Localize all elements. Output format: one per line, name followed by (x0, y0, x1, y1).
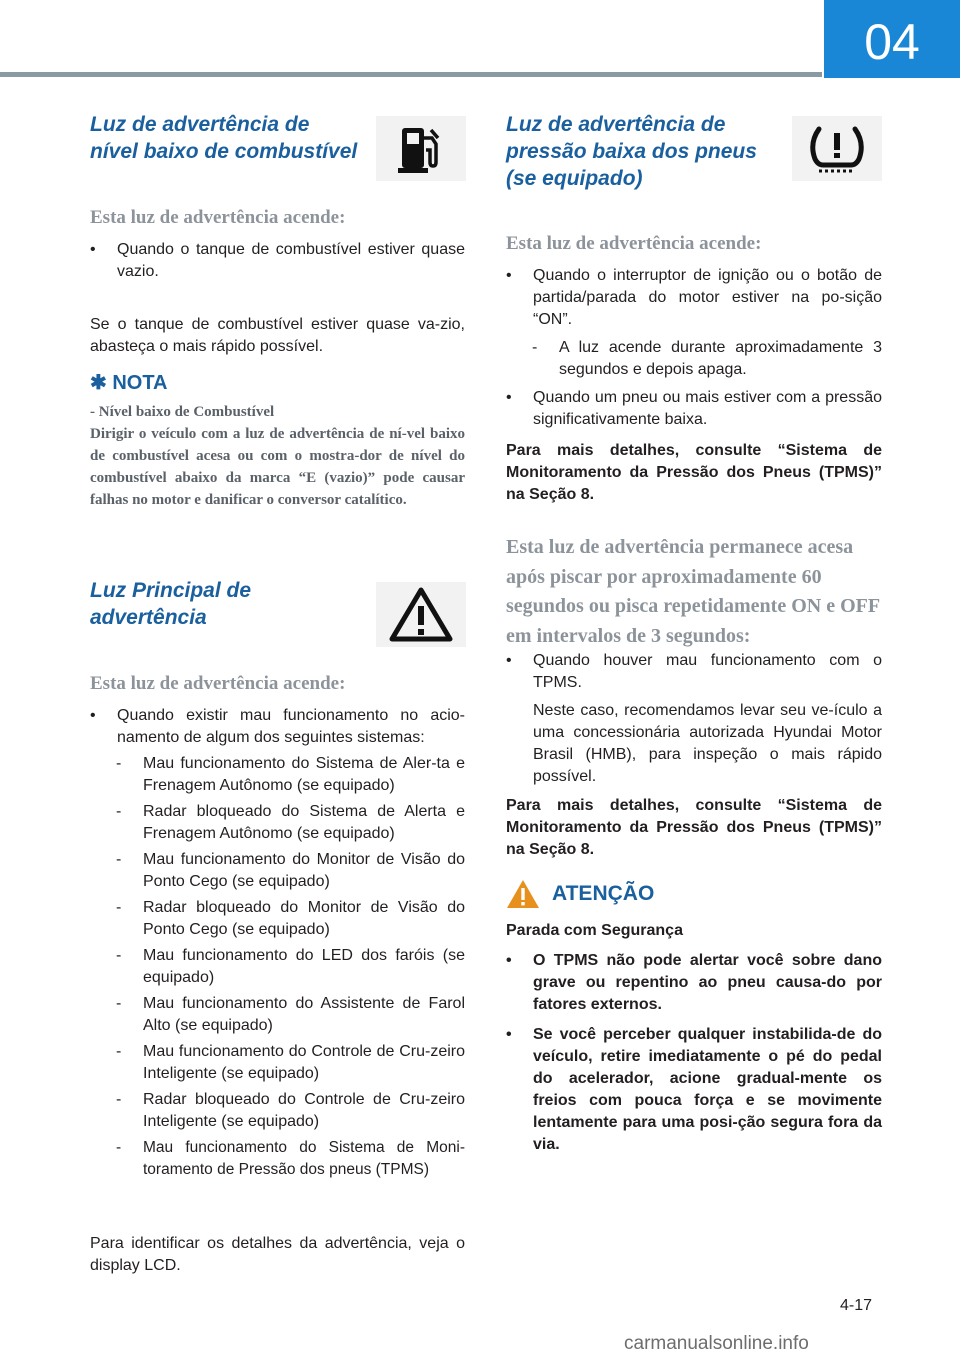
list-item: - Mau funcionamento do Sistema de Moni-toramento de Pressão dos pneus (TPMS) (90, 1137, 465, 1181)
list-item: - Radar bloqueado do Controle de Cru-zeiro Inteligente (se equipado) (90, 1089, 465, 1133)
note-heading: ✱ NOTA (90, 372, 168, 394)
list-item: - Mau funcionamento do Assistente de Farol Alto (se equipado) (90, 993, 465, 1037)
list-item: • Se você perceber qualquer instabilida-de do veículo, retire imediatamente o pé do pedal do acelerador, acione gradual-mente os freios com pouca força e se movimente lentamente para uma posi-ção segura fora da via. (506, 1024, 882, 1156)
tpms-see-section: Para mais detalhes, consulte “Sistema de Monitoramento da Pressão dos Pneus (TPMS)” na Seção 8. (506, 442, 882, 503)
tpms-list-2 (506, 650, 882, 788)
list-item: - Mau funcionamento do Monitor de Visão do Ponto Cego (se equipado) (90, 849, 465, 893)
header-rule (0, 72, 822, 77)
list-item: - Radar bloqueado do Sistema de Alerta e Frenagem Autônomo (se equipado) (90, 801, 465, 845)
master-lights-on-heading: Esta luz de advertência acende: (90, 673, 346, 694)
list-item: • Quando existir mau funcionamento no acio-namento de algum dos seguintes sistemas: (90, 705, 465, 749)
caution-list (506, 920, 882, 1156)
tpms-remains-heading: Esta luz de advertência permanece acesa após piscar por aproximadamente 60 segundos ou pisca repetidamente ON e OFF em intervalos de 3 segundos: (506, 536, 880, 647)
master-paragraph: Para identificar os detalhes da advertência, veja o display LCD. (90, 1235, 465, 1274)
tpms-see-section-2: Para mais detalhes, consulte “Sistema de Monitoramento da Pressão dos Pneus (TPMS)” na Seção 8. (506, 797, 882, 858)
tpms-list (506, 265, 882, 431)
warning-triangle-icon (376, 582, 466, 647)
fuel-paragraph: Se o tanque de combustível estiver quase va-zio, abasteça o mais rápido possível. (90, 316, 465, 355)
tire-pressure-icon (792, 116, 882, 181)
master-list (90, 705, 465, 1181)
note-text: Dirigir o veículo com a luz de advertência de ní-vel baixo de combustível acesa ou com o mostra-dor de nível do combustível abaixo da marca “E (vazio)” pode causar falhas no motor e danificar o conversor catalítico. (90, 426, 465, 508)
list-item: • Quando o tanque de combustível estiver quase vazio. (90, 239, 465, 283)
note-subtitle: - Nível baixo de Combustível (90, 404, 275, 420)
list-item: • Quando um pneu ou mais estiver com a pressão significativamente baixa. (506, 387, 882, 431)
list-item: Neste caso, recomendamos levar seu ve-ículo a uma concessionária autorizada Hyundai Motor Brasil (HMB), para inspeção o mais rápido possível. (533, 702, 882, 785)
fuel-section-title: Luz de advertência de nível baixo de combustível (90, 113, 358, 163)
list-item: - Mau funcionamento do LED dos faróis (se equipado) (90, 945, 465, 989)
fuel-lights-on-heading: Esta luz de advertência acende: (90, 207, 346, 228)
master-section-title: Luz Principal de advertência (90, 579, 252, 629)
list-item: • Quando o interruptor de ignição ou o botão de partida/parada do motor estiver na po-sição “ON”. (506, 265, 882, 331)
fuel-bullets (90, 239, 465, 283)
tpms-section-title: Luz de advertência de pressão baixa dos pneus (se equipado) (506, 113, 757, 190)
list-item: • O TPMS não pode alertar você sobre dano grave ou repentino ao pneu causa-do por fatores externos. (506, 950, 882, 1016)
list-item: - A luz acende durante aproximadamente 3 segundos e depois apaga. (506, 337, 882, 381)
tpms-lights-on-heading: Esta luz de advertência acende: (506, 233, 762, 254)
chapter-tab: 04 (824, 0, 960, 78)
list-item: - Mau funcionamento do Controle de Cru-zeiro Inteligente (se equipado) (90, 1041, 465, 1085)
page-number: 4-17 (840, 1297, 873, 1314)
watermark: carmanualsonline.info (624, 1333, 809, 1354)
list-item: • Quando houver mau funcionamento com o TPMS. (506, 650, 882, 694)
fuel-pump-icon (376, 116, 466, 181)
list-item: - Radar bloqueado do Monitor de Visão do Ponto Cego (se equipado) (90, 897, 465, 941)
caution-heading: ATENÇÃO (506, 879, 654, 909)
list-item: - Mau funcionamento do Sistema de Aler-ta e Frenagem Autônomo (se equipado) (90, 753, 465, 797)
caution-triangle-icon (506, 879, 540, 909)
note-body (90, 401, 465, 511)
caution-subtitle: Parada com Segurança (506, 922, 683, 939)
